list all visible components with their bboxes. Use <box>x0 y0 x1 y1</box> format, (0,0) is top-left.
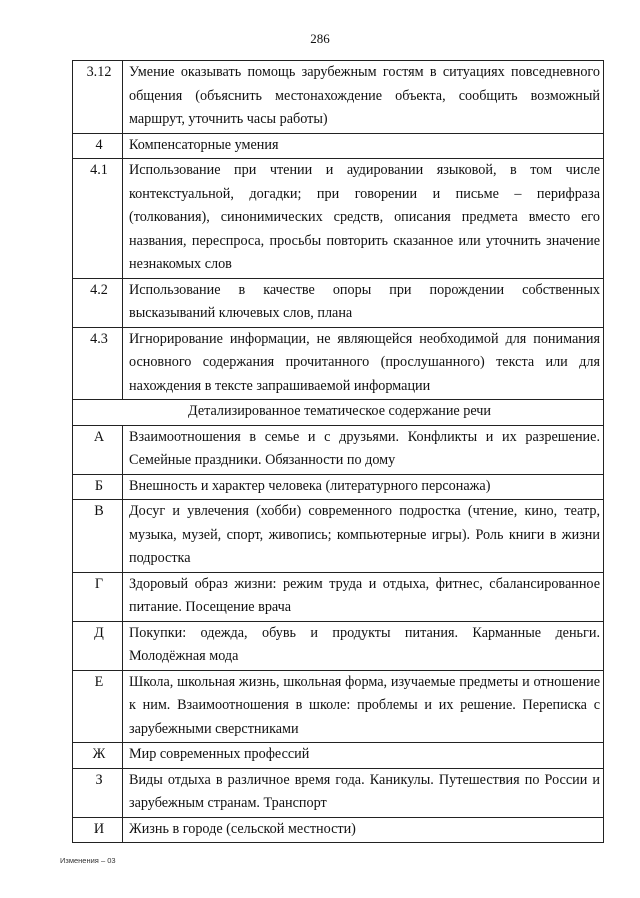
topic-code: Е <box>73 670 123 743</box>
row-code: 4 <box>73 133 123 159</box>
topic-row <box>73 621 604 670</box>
topic-text: Школа, школьная жизнь, школьная форма, изучаемые предметы и отношение к ним. Взаимоотношения в школе: проблемы и их решение. Переписка с зарубежными сверстниками <box>123 670 604 743</box>
topic-code: И <box>73 817 123 843</box>
table-row <box>73 159 604 279</box>
row-code: 3.12 <box>73 61 123 134</box>
topic-row <box>73 474 604 500</box>
topic-row <box>73 768 604 817</box>
topic-code: З <box>73 768 123 817</box>
row-code: 4.1 <box>73 159 123 279</box>
topic-row <box>73 817 604 843</box>
section-header-row <box>73 400 604 426</box>
content-table <box>72 60 604 843</box>
topic-code: А <box>73 425 123 474</box>
topic-code: Б <box>73 474 123 500</box>
topic-text: Здоровый образ жизни: режим труда и отдыха, фитнес, сбалансированное питание. Посещение врача <box>123 572 604 621</box>
topic-code: Ж <box>73 743 123 769</box>
topic-row <box>73 425 604 474</box>
row-text: Компенсаторные умения <box>123 133 604 159</box>
topic-row <box>73 500 604 573</box>
topic-row <box>73 572 604 621</box>
topic-text: Досуг и увлечения (хобби) современного подростка (чтение, кино, театр, музыка, музей, спорт, живопись; компьютерные игры). Роль книги в жизни подростка <box>123 500 604 573</box>
table-row <box>73 61 604 134</box>
footer-revision: Изменения – 03 <box>60 856 116 865</box>
topic-code: В <box>73 500 123 573</box>
table-row <box>73 327 604 400</box>
row-text: Использование при чтении и аудировании языковой, в том числе контекстуальной, догадки; при говорении и письме – перифраза (толкования), синонимических средств, описания предмета вместо его названия, переспроса, просьбы повторить сказанное или уточнить значение незнакомых слов <box>123 159 604 279</box>
topic-text: Виды отдыха в различное время года. Каникулы. Путешествия по России и зарубежным странам. Транспорт <box>123 768 604 817</box>
table-row <box>73 278 604 327</box>
row-code: 4.2 <box>73 278 123 327</box>
page-number: 286 <box>310 31 330 46</box>
topic-row <box>73 743 604 769</box>
row-text: Использование в качестве опоры при порождении собственных высказываний ключевых слов, плана <box>123 278 604 327</box>
topic-text: Мир современных профессий <box>123 743 604 769</box>
row-text: Игнорирование информации, не являющейся необходимой для понимания основного содержания прочитанного (прослушанного) текста или для нахождения в тексте запрашиваемой информации <box>123 327 604 400</box>
topic-text: Покупки: одежда, обувь и продукты питания. Карманные деньги. Молодёжная мода <box>123 621 604 670</box>
topic-text: Жизнь в городе (сельской местности) <box>123 817 604 843</box>
row-code: 4.3 <box>73 327 123 400</box>
table-row <box>73 133 604 159</box>
row-text: Умение оказывать помощь зарубежным гостям в ситуациях повседневного общения (объяснить местонахождение объекта, сообщить возможный маршрут, уточнить часы работы) <box>123 61 604 134</box>
topic-text: Взаимоотношения в семье и с друзьями. Конфликты и их разрешение. Семейные праздники. Обязанности по дому <box>123 425 604 474</box>
section-header: Детализированное тематическое содержание речи <box>73 400 604 426</box>
topic-code: Д <box>73 621 123 670</box>
topic-code: Г <box>73 572 123 621</box>
topic-row <box>73 670 604 743</box>
topic-text: Внешность и характер человека (литературного персонажа) <box>123 474 604 500</box>
